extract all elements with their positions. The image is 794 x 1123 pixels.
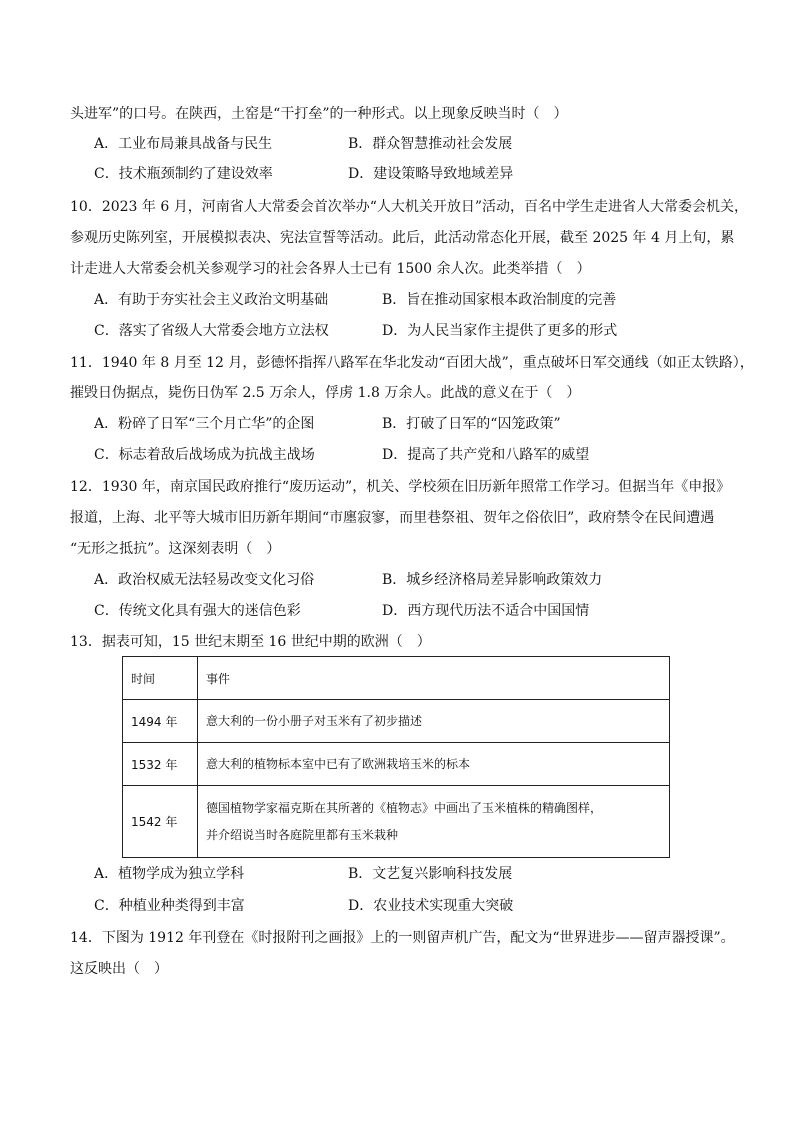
q9-option-a[interactable]: A．工业布局兼具战备与民生 <box>94 136 273 152</box>
table-cell-year: 1494 年 <box>123 700 198 743</box>
q10-stem-line-1: 10．2023 年 6 月，河南省人大常委会首次举办“人大机关开放日”活动，百名中学生走进省人大常委会机关， <box>70 199 749 215</box>
q12-option-c[interactable]: C．传统文化具有强大的迷信色彩 <box>94 603 301 619</box>
q14-stem-line-1: 14．下图为 1912 年刊登在《时报附刊之画报》上的一则留声机广告，配文为“世界进步——留声器授课”。 <box>70 930 735 946</box>
q11-option-b[interactable]: B．打破了日军的“囚笼政策” <box>382 416 561 432</box>
q12-option-a[interactable]: A．政治权威无法轻易改变文化习俗 <box>94 572 315 588</box>
q13-option-a[interactable]: A．植物学成为独立学科 <box>94 866 245 882</box>
q13-events-table <box>122 656 670 858</box>
q12-option-b[interactable]: B．城乡经济格局差异影响政策效力 <box>382 572 603 588</box>
table-row <box>123 743 670 786</box>
table-cell-event <box>198 743 670 786</box>
q9-option-b[interactable]: B．群众智慧推动社会发展 <box>348 136 513 152</box>
q10-stem-line-3: 计走进人大常委会机关参观学习的社会各界人士已有 1500 余人次。此类举措（ ） <box>70 261 591 277</box>
event-text-line: 德国植物学家福克斯在其所著的《植物志》中画出了玉米植株的精确图样， <box>206 800 603 815</box>
q9-option-d[interactable]: D．建设策略导致地域差异 <box>348 166 514 182</box>
q10-option-b[interactable]: B．旨在推动国家根本政治制度的完善 <box>382 292 617 308</box>
table-cell-event <box>198 786 670 858</box>
q10-stem-line-2: 参观历史陈列室，开展模拟表决、宪法宣誓等活动。此后，此活动常态化开展，截至 2025 年 4 月上旬，累 <box>70 230 735 246</box>
q13-option-b[interactable]: B．文艺复兴影响科技发展 <box>348 866 513 882</box>
q11-option-c[interactable]: C．标志着敌后战场成为抗战主战场 <box>94 447 315 463</box>
table-cell-year: 1542 年 <box>123 786 198 858</box>
q9-stem-tail: 头进军”的口号。在陕西，土窑是“干打垒”的一种形式。以上现象反映当时（ ） <box>70 106 568 122</box>
q12-stem-line-2: 报道，上海、北平等大城市旧历新年期间“市廛寂寥，而里巷祭祖、贺年之俗依旧”，政府禁令在民间遭遇 <box>70 510 715 526</box>
q12-option-d[interactable]: D．西方现代历法不适合中国国情 <box>382 603 590 619</box>
q11-stem-line-1: 11．1940 年 8 月至 12 月，彭德怀指挥八路军在华北发动“百团大战”，重点破坏日军交通线（如正太铁路）， <box>70 355 754 371</box>
q11-stem-line-2: 摧毁日伪据点，毙伤日伪军 2.5 万余人，俘虏 1.8 万余人。此战的意义在于（ ） <box>70 385 581 401</box>
event-text-line: 意大利的植物标本室中已有了欧洲栽培玉米的标本 <box>206 756 471 771</box>
q10-option-a[interactable]: A．有助于夯实社会主义政治文明基础 <box>94 292 329 308</box>
q10-option-d[interactable]: D．为人民当家作主提供了更多的形式 <box>382 323 618 339</box>
table-row <box>123 700 670 743</box>
table-header-row <box>123 657 670 700</box>
q12-stem-line-1: 12．1930 年，南京国民政府推行“废历运动”，机关、学校须在旧历新年照常工作学习。但据当年《申报》 <box>70 479 731 495</box>
q10-option-c[interactable]: C．落实了省级人大常委会地方立法权 <box>94 323 329 339</box>
event-text-line: 并介绍说当时各庭院里都有玉米栽种 <box>206 827 399 842</box>
q13-option-c[interactable]: C．种植业种类得到丰富 <box>94 898 245 914</box>
event-text-line: 意大利的一份小册子对玉米有了初步描述 <box>206 713 423 728</box>
q11-option-a[interactable]: A．粉碎了日军“三个月亡华”的企图 <box>94 416 315 432</box>
q14-stem-line-2: 这反映出（ ） <box>70 961 168 977</box>
table-cell-year: 1532 年 <box>123 743 198 786</box>
q9-option-c[interactable]: C．技术瓶颈制约了建设效率 <box>94 166 273 182</box>
table-row <box>123 786 670 858</box>
table-cell-event <box>198 700 670 743</box>
q11-option-d[interactable]: D．提高了共产党和八路军的威望 <box>382 447 590 463</box>
q13-option-d[interactable]: D．农业技术实现重大突破 <box>348 898 514 914</box>
q13-stem: 13．据表可知，15 世纪末期至 16 世纪中期的欧洲（ ） <box>70 634 431 650</box>
table-header-time: 时间 <box>123 657 198 700</box>
table-header-event: 事件 <box>198 657 670 700</box>
q12-stem-line-3: “无形之抵抗”。这深刻表明（ ） <box>70 541 281 557</box>
